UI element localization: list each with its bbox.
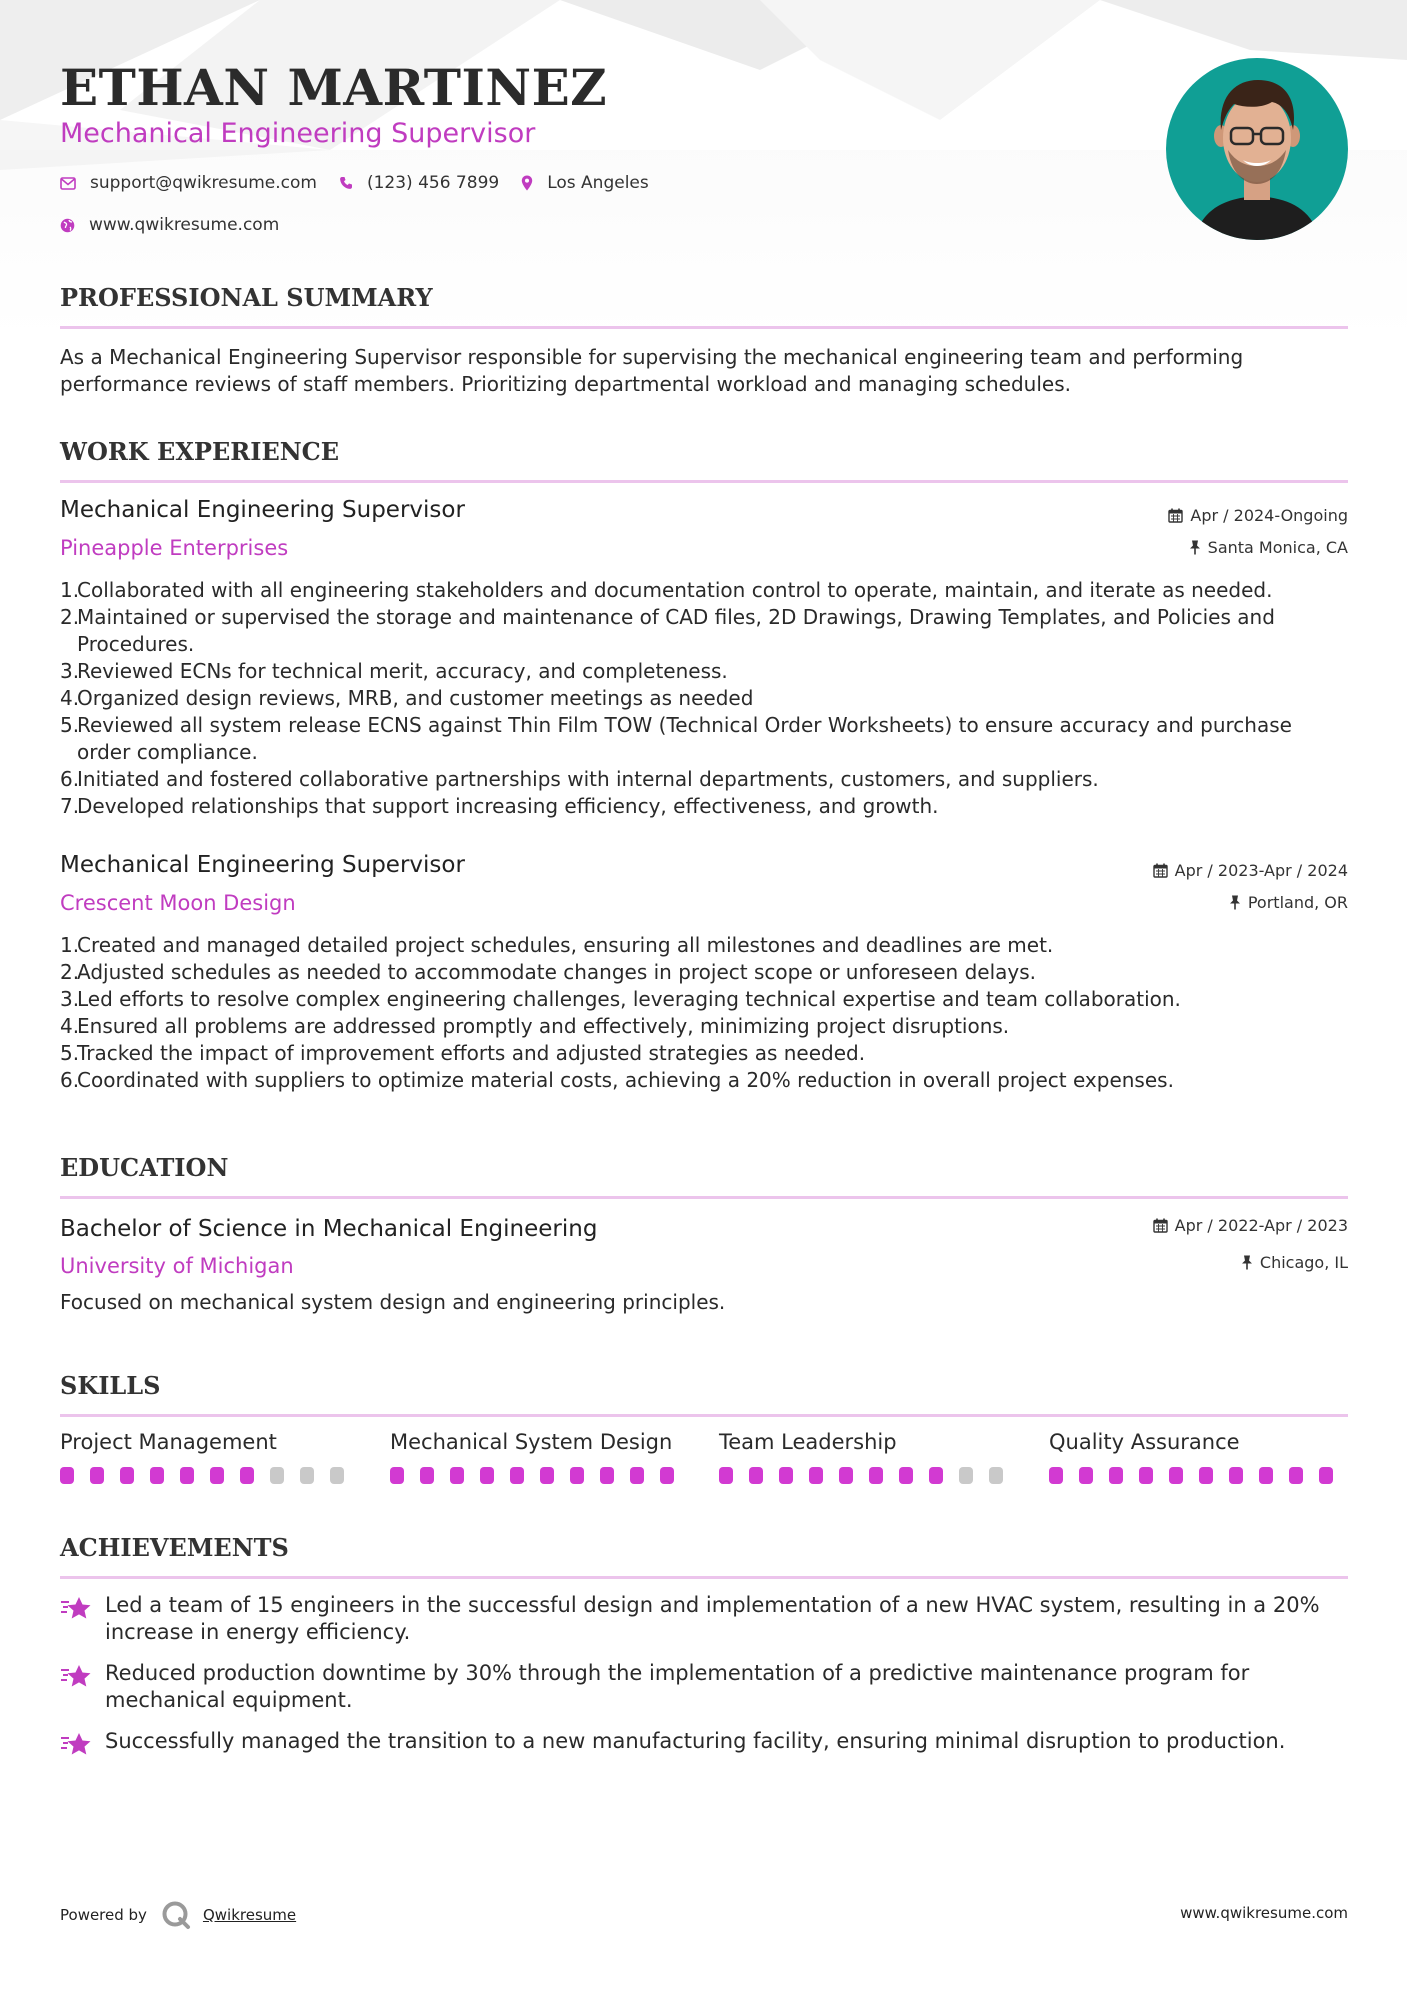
skill-dot-empty: [270, 1467, 284, 1484]
education-dates-text: Apr / 2022-Apr / 2023: [1174, 1216, 1348, 1235]
skill-dot-filled: [180, 1467, 194, 1484]
list-item: 4. Organized design reviews, MRB, and customer meetings as needed: [60, 686, 754, 710]
skill-dot-filled: [1229, 1467, 1243, 1484]
education-description: Focused on mechanical system design and engineering principles.: [60, 1290, 726, 1314]
job-2-dates: [1153, 861, 1348, 880]
summary-text: As a Mechanical Engineering Supervisor responsible for supervising the mechanical engineering team and performing performance reviews of staff members. Prioritizing departmental workload and managing schedules.: [60, 345, 1244, 396]
list-item: 2. Maintained or supervised the storage and maintenance of CAD files, 2D Drawings, Drawing Templates, and Policies and Procedures.: [60, 605, 1275, 656]
job-2-title: Mechanical Engineering Supervisor: [60, 852, 465, 878]
job-2-location-text: Portland, OR: [1247, 893, 1348, 912]
list-item: 6. Initiated and fostered collaborative partnerships with internal departments, customers, and suppliers.: [60, 767, 1099, 791]
achievement-text: Led a team of 15 engineers in the successful design and implementation of a new HVAC system, resulting in a 20% increase in energy efficiency.: [105, 1593, 1320, 1644]
job-2-location: [1229, 893, 1348, 912]
star-icon: [60, 1592, 105, 1646]
star-icon: [60, 1660, 105, 1714]
skill-dot-filled: [1319, 1467, 1333, 1484]
list-item: 1. Collaborated with all engineering stakeholders and documentation control to operate, maintain, and iterate as needed.: [60, 578, 1273, 602]
footer-website[interactable]: www.qwikresume.com: [1180, 1904, 1348, 1922]
skill-label: Team Leadership: [719, 1430, 897, 1454]
job-1-location: [1189, 538, 1348, 557]
skill-dot-filled: [240, 1467, 254, 1484]
skill-dot-filled: [1049, 1467, 1063, 1484]
phone-item[interactable]: [339, 173, 499, 193]
pushpin-icon: [1241, 1255, 1253, 1270]
job-1-title: Mechanical Engineering Supervisor: [60, 497, 465, 523]
skill-dot-filled: [1199, 1467, 1213, 1484]
skill-dot-filled: [450, 1467, 464, 1484]
skill-label: Mechanical System Design: [390, 1430, 673, 1454]
skill-dot-filled: [1169, 1467, 1183, 1484]
skill-dot-filled: [1139, 1467, 1153, 1484]
skill-quality-assurance: [1049, 1430, 1349, 1484]
skill-dot-filled: [660, 1467, 674, 1484]
calendar-icon: [1168, 508, 1183, 523]
candidate-title: Mechanical Engineering Supervisor: [60, 118, 536, 149]
phone-text: (123) 456 7899: [366, 173, 500, 193]
skill-rating: [1049, 1467, 1349, 1484]
skill-dot-filled: [540, 1467, 554, 1484]
powered-by-label: Powered by: [60, 1906, 147, 1924]
skill-dot-filled: [150, 1467, 164, 1484]
skill-team-leadership: [719, 1430, 1019, 1484]
list-item: 3. Led efforts to resolve complex engineering challenges, leveraging technical expertise and team collaboration.: [60, 987, 1181, 1011]
education-location-text: Chicago, IL: [1259, 1253, 1348, 1272]
skill-dot-filled: [869, 1467, 883, 1484]
website-text: www.qwikresume.com: [89, 215, 280, 235]
achievements-heading: ACHIEVEMENTS: [60, 1533, 1348, 1579]
job-1-location-text: Santa Monica, CA: [1207, 538, 1348, 557]
pushpin-icon: [1189, 540, 1201, 555]
calendar-icon: [1153, 863, 1168, 878]
education-degree: Bachelor of Science in Mechanical Engineering: [60, 1216, 598, 1242]
job-1-dates-text: Apr / 2024-Ongoing: [1190, 506, 1348, 525]
list-item: 4. Ensured all problems are addressed promptly and effectively, minimizing project disruptions.: [60, 1014, 1010, 1038]
location-text: Los Angeles: [547, 173, 649, 193]
education-dates: [1153, 1216, 1348, 1235]
skill-dot-filled: [1109, 1467, 1123, 1484]
skill-mechanical-system-design: [390, 1430, 690, 1484]
achievement-item: [60, 1592, 1348, 1646]
skill-rating: [719, 1467, 1019, 1484]
map-pin-icon: [521, 175, 533, 191]
job-1-dates: [1168, 506, 1348, 525]
skill-dot-filled: [210, 1467, 224, 1484]
skills-heading: SKILLS: [60, 1371, 1348, 1417]
achievement-item: [60, 1728, 1348, 1765]
achievement-item: [60, 1660, 1348, 1714]
email-item[interactable]: [60, 173, 317, 193]
website-row: [60, 215, 301, 235]
list-item: 5. Reviewed all system release ECNS against Thin Film TOW (Technical Order Worksheets) to ensure accuracy and purchase order compliance.: [60, 713, 1292, 764]
job-1-bullets: [60, 577, 1348, 820]
qwikresume-link[interactable]: Qwikresume: [202, 1906, 297, 1924]
skill-dot-filled: [1259, 1467, 1273, 1484]
skill-dot-filled: [929, 1467, 943, 1484]
skill-dot-filled: [749, 1467, 763, 1484]
skill-rating: [60, 1467, 360, 1484]
skill-dot-filled: [809, 1467, 823, 1484]
list-item: 6. Coordinated with suppliers to optimize material costs, achieving a 20% reduction in overall project expenses.: [60, 1068, 1174, 1092]
job-1-company: Pineapple Enterprises: [60, 536, 289, 560]
list-item: 7. Developed relationships that support increasing efficiency, effectiveness, and growth.: [60, 794, 939, 818]
skill-dot-empty: [300, 1467, 314, 1484]
candidate-name: ETHAN MARTINEZ: [60, 58, 608, 117]
website-item[interactable]: [60, 215, 279, 235]
skill-dot-filled: [510, 1467, 524, 1484]
list-item: 3. Reviewed ECNs for technical merit, accuracy, and completeness.: [60, 659, 728, 683]
skill-dot-filled: [120, 1467, 134, 1484]
skill-dot-empty: [330, 1467, 344, 1484]
skill-dot-filled: [420, 1467, 434, 1484]
skill-dot-filled: [1289, 1467, 1303, 1484]
globe-icon: [60, 218, 75, 233]
skill-dot-filled: [719, 1467, 733, 1484]
star-icon: [60, 1728, 105, 1765]
phone-icon: [339, 176, 353, 190]
qwikresume-logo-icon: [161, 1900, 191, 1930]
skill-dot-filled: [90, 1467, 104, 1484]
summary-heading: PROFESSIONAL SUMMARY: [60, 283, 1348, 329]
skill-dot-filled: [1079, 1467, 1093, 1484]
contact-row: [60, 173, 671, 193]
skill-project-management: [60, 1430, 360, 1484]
skill-dot-filled: [630, 1467, 644, 1484]
skill-dot-filled: [570, 1467, 584, 1484]
education-school: University of Michigan: [60, 1254, 294, 1278]
skill-label: Project Management: [60, 1430, 277, 1454]
location-item: [521, 173, 649, 193]
education-heading: EDUCATION: [60, 1153, 1348, 1199]
skill-dot-filled: [60, 1467, 74, 1484]
education-location: [1241, 1253, 1348, 1272]
skill-label: Quality Assurance: [1049, 1430, 1240, 1454]
powered-by: [60, 1900, 296, 1930]
skill-dot-empty: [959, 1467, 973, 1484]
job-2-company: Crescent Moon Design: [60, 891, 296, 915]
skill-dot-filled: [839, 1467, 853, 1484]
pushpin-icon: [1229, 895, 1241, 910]
job-2-dates-text: Apr / 2023-Apr / 2024: [1174, 861, 1348, 880]
experience-heading: WORK EXPERIENCE: [60, 437, 1348, 483]
list-item: 2. Adjusted schedules as needed to accommodate changes in project scope or unforeseen delays.: [60, 960, 1037, 984]
skill-dot-filled: [480, 1467, 494, 1484]
profile-photo: [1166, 58, 1348, 240]
skill-dot-filled: [899, 1467, 913, 1484]
skill-rating: [390, 1467, 690, 1484]
skill-dot-filled: [600, 1467, 614, 1484]
achievement-text: Reduced production downtime by 30% through the implementation of a predictive maintenance program for mechanical equipment.: [105, 1661, 1250, 1712]
skill-dot-filled: [779, 1467, 793, 1484]
list-item: 5. Tracked the impact of improvement efforts and adjusted strategies as needed.: [60, 1041, 866, 1065]
list-item: 1. Created and managed detailed project schedules, ensuring all milestones and deadlines are met.: [60, 933, 1054, 957]
job-2-bullets: [60, 932, 1348, 1094]
skill-dot-empty: [989, 1467, 1003, 1484]
calendar-icon: [1153, 1218, 1168, 1233]
skill-dot-filled: [390, 1467, 404, 1484]
email-text: support@qwikresume.com: [90, 173, 317, 193]
achievement-text: Successfully managed the transition to a new manufacturing facility, ensuring minimal disruption to production.: [105, 1729, 1286, 1753]
envelope-icon: [60, 177, 76, 190]
